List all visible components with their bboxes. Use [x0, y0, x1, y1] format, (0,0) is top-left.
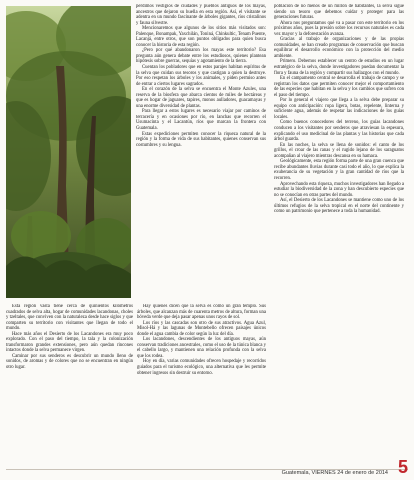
paragraph: Caminar por sus senderos es descubrir un mundo lleno de sonidos, de aromas y de colores que no se encuentran en ningún otro lugar.: [6, 353, 133, 371]
paragraph: Hace más años el Desierto de los Lacandones era muy poco explorado. Con el paso del tiempo, la tala y la colonización transformaron grandes extensiones, pero aún quedan rincones intactos donde la selva permanece virgen.: [6, 331, 133, 354]
paragraph: Para llegar a estos lugares es necesario viajar por caminos de terracería y en ocasiones por río, en lanchas que recorren el Usumacinta y el Lacantún, ríos que marcan la frontera con Guatemala.: [136, 109, 266, 132]
paragraph: Geológicamente, esta región forma parte de una gran cuenca que recibe abundantes lluvias durante casi todo el año, lo que explica la exuberancia de su vegetación y la gran cantidad de ríos que la recorren.: [274, 159, 404, 181]
jungle-photo: [6, 6, 131, 298]
article-column-1-lower: [6, 304, 133, 464]
article-column-3: [274, 4, 404, 465]
paragraph: Como buenos conocedores del terreno, los guías lacandones conducen a los visitantes por senderos que atraviesan la espesura, explicando el uso medicinal de las plantas y las historias que cada árbol guarda.: [274, 120, 404, 143]
paragraph: Esta región vasta tiene cerca de quinientos kilómetros cuadrados de selva alta, hogar de comunidades lacandonas, choles y tzeltales, que conviven con la naturaleza desde hace siglos y que comparten su territorio con visitantes que llegan de todo el mundo.: [6, 304, 133, 332]
article-column-2-lower: [137, 304, 266, 464]
paragraph: En el campamento central se desarrolla el trabajo de campo y se registran los datos que permiten conocer mejor el comportamiento de las especies que habitan en la selva y los cambios que sufren con el paso del tiempo.: [274, 76, 404, 98]
paragraph: Así, el Desierto de los Lacandones se mantiene como uno de los últimos refugios de la selva tropical en el norte del continente y como un patrimonio que pertenece a toda la humanidad.: [274, 198, 404, 215]
paragraph: Por lo general el viajero que llega a la selva debe preparar su equipo con anticipación: ropa ligera, botas, repelente, linterna y suficiente agua, además de respetar las indicaciones de los guías locales.: [274, 98, 404, 120]
paragraph: Ahora nos preguntamos qué va a pasar con este territorio en los próximos años, pues la presión sobre los recursos naturales es cada vez mayor y la deforestación avanza.: [274, 20, 404, 37]
paragraph: En el corazón de la selva se encuentra el Monte Azules, una reserva de la biosfera que abarca cientos de miles de hectáreas y que es hogar de jaguares, tapires, monos aulladores, guacamayas y una enorme diversidad de plantas.: [136, 87, 266, 109]
footer-dateline: Guatemala, VIERNES 24 de enero de 2014: [281, 470, 388, 476]
paragraph: Cuentan los pobladores que en estos parajes habitan espíritus de la selva que cuidan sus tesoros y que castigan a quien la destruye. Por eso respetan los árboles y los animales, y piden permiso antes de entrar a ciertos lugares sagrados.: [136, 65, 266, 87]
paragraph: Primero. Debemos establecer un centro de estudios en un lugar estratégico de la selva, donde investigadores puedan documentar la flora y fauna de la región y compartir sus hallazgos con el mundo.: [274, 59, 404, 76]
paragraph: ¿Pero por qué abandonaron los mayas este territorio? Esa pregunta aún genera debate entre los estudiosos, quienes plantean hipótesis sobre guerras, sequías y agotamiento de la tierra.: [136, 48, 266, 65]
paragraph: Los lacandones, descendientes de los antiguos mayas, aún conservan tradiciones ancestrales, como el uso de la túnica blanca y el cabello largo, y mantienen una relación profunda con la selva que los rodea.: [137, 337, 266, 359]
page-number: 5: [397, 457, 408, 477]
paragraph: Hoy en día, varias comunidades ofrecen hospedaje y recorridos guiados para el turismo ecológico, una alternativa que les permite obtener ingresos sin destruir su entorno.: [137, 359, 266, 376]
paragraph: Gracias al trabajo de organizaciones y de las propias comunidades, se han creado programas de conservación que buscan equilibrar el desarrollo económico con la protección del medio ambiente.: [274, 37, 404, 59]
paragraph: perdimos vestigios de ciudades y pueblos antiguos de los mayas, ancestros que dejaron su huella en esta región. Así, el visitante se adentra en un mundo fascinante de árboles gigantes, ríos cristalinos y fauna silvestre.: [136, 4, 266, 26]
paragraph: población de no menos de un millón de habitantes, la selva sigue siendo un tesoro que debemos cuidar y proteger para las generaciones futuras.: [274, 4, 404, 21]
paragraph: Hay quienes dicen que la selva es como un gran templo. Sus árboles, que alcanzan más de cuarenta metros de altura, forman una bóveda verde que deja pasar apenas unos rayos de sol.: [137, 304, 266, 321]
article-column-1-upper: [136, 4, 266, 300]
paragraph: Estas expediciones permiten conocer la riqueza natural de la región y la forma de vida de sus habitantes, quienes conservan sus costumbres y su lengua.: [136, 131, 266, 148]
paragraph: Aprovechando esta riqueza, muchos investigadores han llegado a estudiar la biodiversidad de la zona y han descubierto especies que no se conocían en otras partes del mundo.: [274, 181, 404, 198]
paragraph: En las noches, la selva se llena de sonidos: el canto de los grillos, el croar de las ranas y el rugido lejano de los saraguatos acompañan al viajero mientras descansa en su hamaca.: [274, 142, 404, 159]
paragraph: Mencionaremos que algunos de los sitios más visitados son: Palenque, Bonampak, Yaxchilán, Toniná, Chinkultic, Tenam Puente, Lacanjá, entre otros, que son puntos obligados para quien busca conocer la historia de esta región.: [136, 26, 266, 48]
paragraph: Los ríos y las cascadas son otro de sus atractivos. Agua Azul, Misol-Há y las lagunas de Montebello ofrecen paisajes únicos donde el agua cambia de color según la luz del día.: [137, 320, 266, 337]
